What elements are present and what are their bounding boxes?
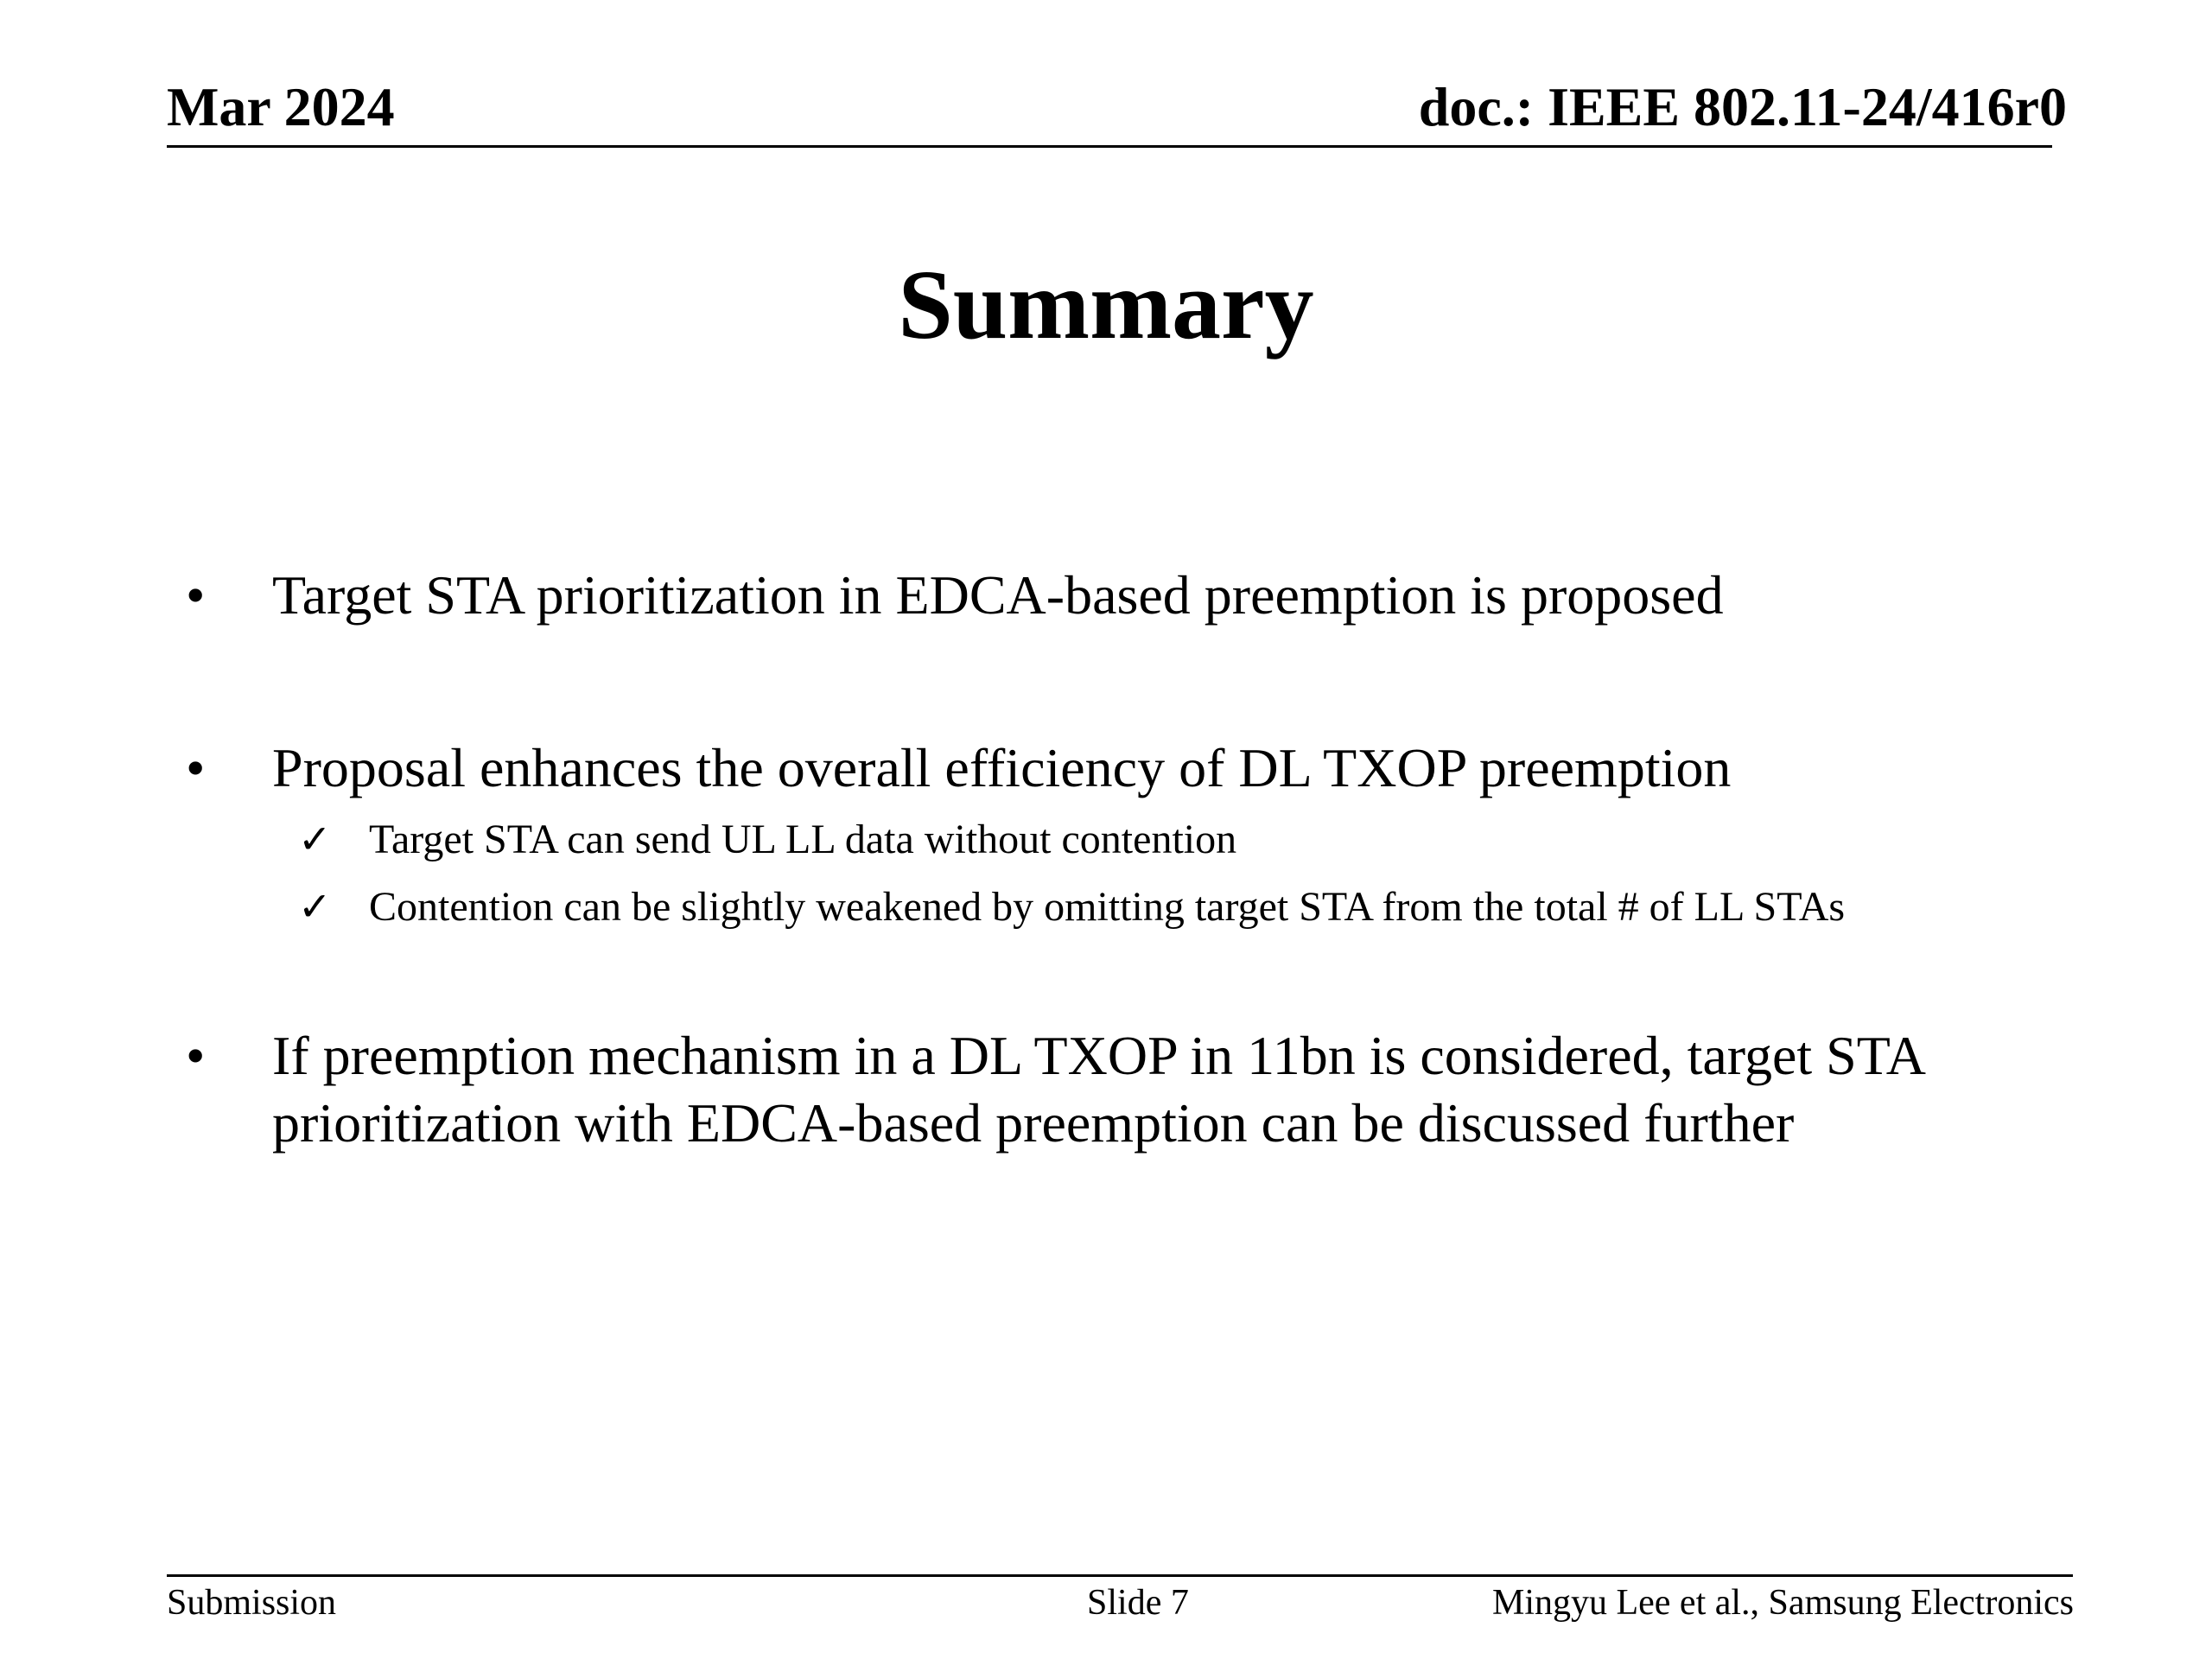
header-doc-id: doc.: IEEE 802.11-24/416r0 xyxy=(1418,76,2067,137)
bullet-2-line-1: Proposal enhances the overall efficiency of DL TXOP preemption xyxy=(272,737,1732,798)
header-rule xyxy=(167,145,2052,148)
header-date: Mar 2024 xyxy=(167,76,395,137)
bullet-1-line-1: Target STA prioritization in EDCA-based preemption is proposed xyxy=(272,564,1724,626)
bullet-3-line-2: prioritization with EDCA-based preemption can be discussed further xyxy=(272,1092,1795,1154)
footer-submission: Submission xyxy=(167,1583,337,1623)
subitem-2: Contention can be slightly weakened by omitting target STA from the total # of LL STAs xyxy=(369,884,1846,930)
checkmark-icon: ✓ xyxy=(298,817,332,861)
footer-rule xyxy=(167,1574,2073,1577)
bullet-3-line-1: If preemption mechanism in a DL TXOP in 11bn is considered, target STA xyxy=(272,1025,1926,1086)
checkmark-icon: ✓ xyxy=(298,885,332,929)
bullet-marker: • xyxy=(186,737,206,798)
bullet-marker: • xyxy=(186,1025,206,1086)
subitem-1: Target STA can send UL LL data without contention xyxy=(369,817,1237,862)
slide-title: Summary xyxy=(898,250,1314,359)
footer-authors: Mingyu Lee et al., Samsung Electronics xyxy=(1491,1583,2074,1623)
footer-slide-number: Slide 7 xyxy=(1087,1583,1189,1623)
bullet-marker: • xyxy=(186,564,206,626)
